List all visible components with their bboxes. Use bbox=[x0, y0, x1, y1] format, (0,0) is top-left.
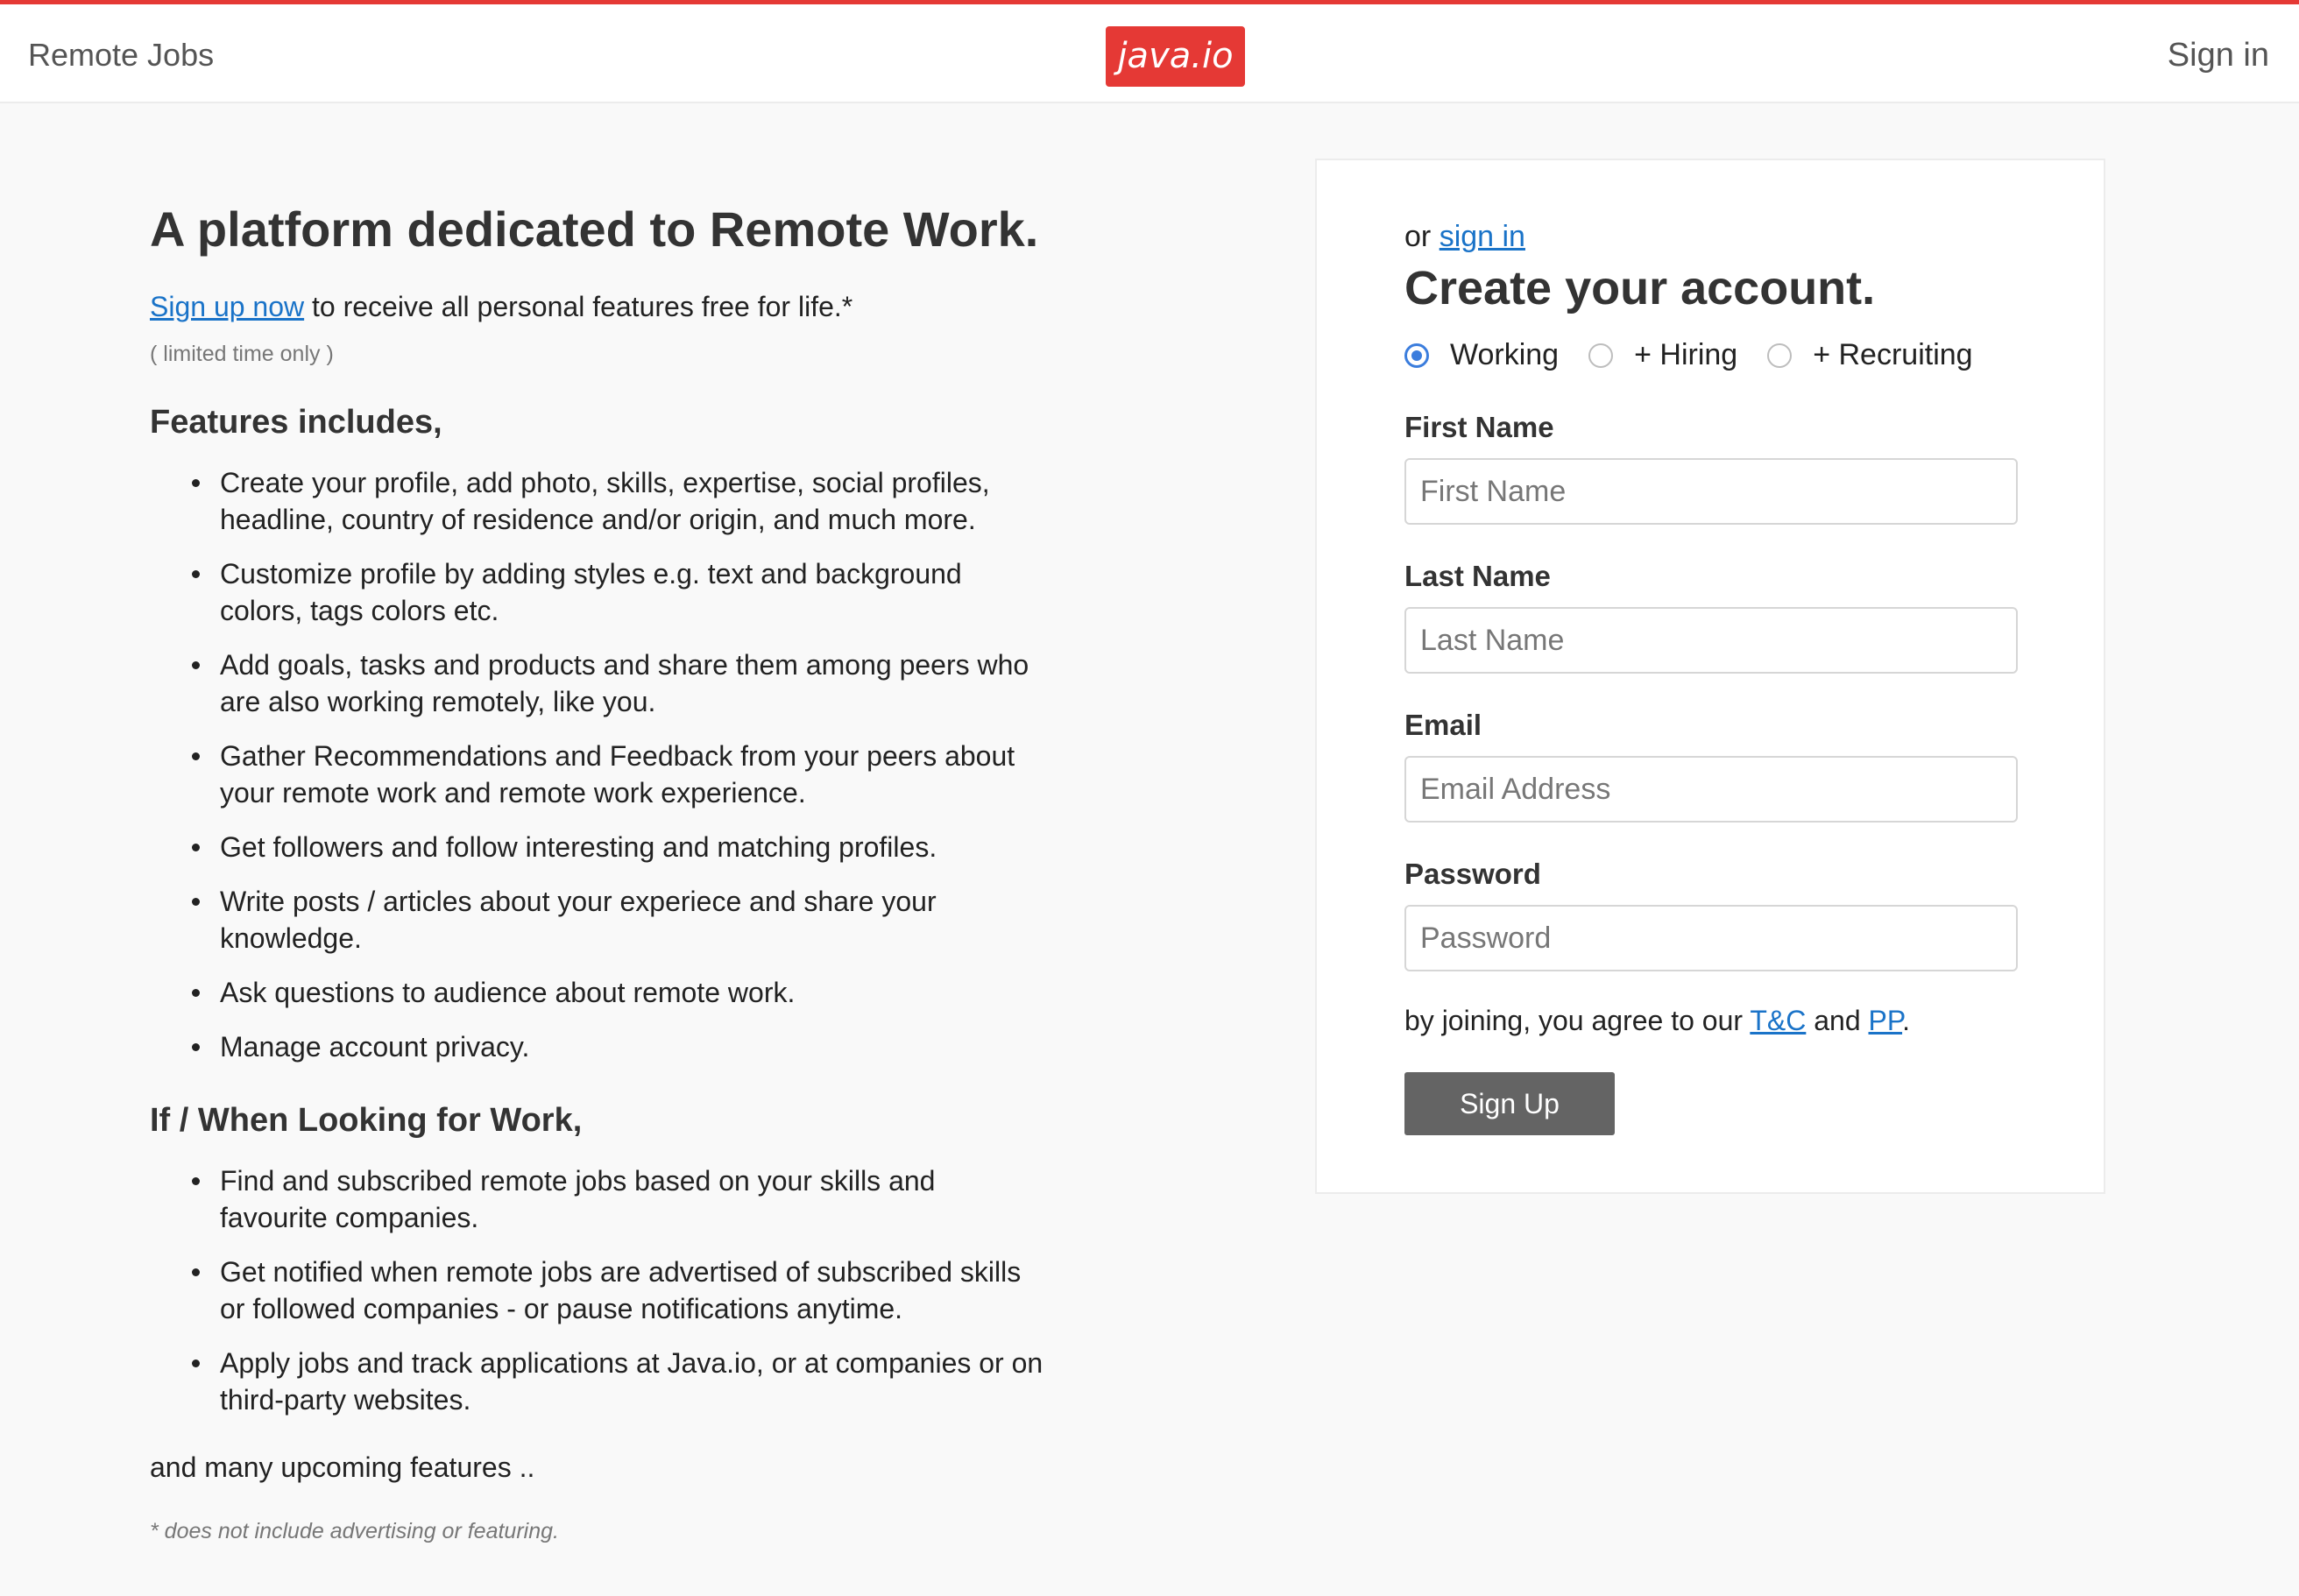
first-name-label: First Name bbox=[1404, 411, 1554, 443]
agree-prefix: by joining, you agree to our bbox=[1404, 1005, 1751, 1036]
feature-item: Manage account privacy. bbox=[220, 1028, 1043, 1065]
features-column bbox=[150, 201, 1043, 1544]
terms-link[interactable]: T&C bbox=[1750, 1005, 1807, 1036]
features-title: Features includes, bbox=[150, 404, 442, 441]
looking-item: Apply jobs and track applications at Java.io, or at companies or on third-party websites. bbox=[220, 1345, 1043, 1418]
radio-working[interactable] bbox=[1404, 343, 1429, 368]
last-name-field[interactable] bbox=[1404, 607, 2018, 674]
terms-agreement bbox=[1404, 1005, 2018, 1037]
signup-form bbox=[1404, 220, 2018, 1135]
feature-item: Customize profile by adding styles e.g. text and background colors, tags colors etc. bbox=[220, 555, 1043, 629]
or-text: or bbox=[1404, 220, 1440, 253]
feature-item: Add goals, tasks and products and share them among peers who are also working remotely, like you. bbox=[220, 646, 1043, 720]
upcoming-features-text: and many upcoming features .. bbox=[150, 1451, 535, 1483]
radio-recruiting[interactable] bbox=[1767, 343, 1792, 368]
top-nav-bar bbox=[0, 0, 2299, 103]
feature-item: Get followers and follow interesting and matching profiles. bbox=[220, 829, 1043, 865]
looking-item: Get notified when remote jobs are advertised of subscribed skills or followed companies - or pause notifications anytime. bbox=[220, 1253, 1043, 1327]
agree-and: and bbox=[1806, 1005, 1869, 1036]
features-list bbox=[150, 464, 1043, 1065]
first-name-field[interactable] bbox=[1404, 458, 2018, 525]
sign-up-now-link[interactable]: Sign up now bbox=[150, 291, 305, 322]
signup-card bbox=[1315, 159, 2105, 1194]
email-label: Email bbox=[1404, 709, 1482, 741]
radio-hiring[interactable] bbox=[1588, 343, 1613, 368]
agree-suffix: . bbox=[1902, 1005, 1910, 1036]
limited-time-note: ( limited time only ) bbox=[150, 342, 334, 366]
sign-up-button[interactable]: Sign Up bbox=[1404, 1072, 1615, 1135]
java-io-logo[interactable]: java.io bbox=[1106, 26, 1245, 87]
page-headline: A platform dedicated to Remote Work. bbox=[150, 201, 1039, 257]
feature-item: Create your profile, add photo, skills, expertise, social profiles, headline, country of residence and/or origin, and much more. bbox=[220, 464, 1043, 538]
role-hiring-label: + Hiring bbox=[1634, 338, 1738, 371]
feature-item: Gather Recommendations and Feedback from your peers about your remote work and remote work experience. bbox=[220, 738, 1043, 811]
feature-item: Write posts / articles about your experiece and share your knowledge. bbox=[220, 883, 1043, 957]
looking-for-work-title: If / When Looking for Work, bbox=[150, 1102, 583, 1139]
or-sign-in-line bbox=[1404, 220, 2018, 254]
intro-text bbox=[150, 289, 1043, 324]
intro-rest: to receive all personal features free for life. bbox=[304, 291, 842, 322]
role-hiring[interactable] bbox=[1588, 338, 1737, 372]
role-working-label: Working bbox=[1450, 338, 1560, 371]
email-field[interactable] bbox=[1404, 756, 2018, 823]
header-sign-in-link[interactable]: Sign in bbox=[2167, 37, 2269, 74]
last-name-label: Last Name bbox=[1404, 560, 1551, 592]
privacy-policy-link[interactable]: PP bbox=[1868, 1005, 1903, 1036]
feature-item: Ask questions to audience about remote work. bbox=[220, 974, 1043, 1011]
role-working[interactable] bbox=[1404, 338, 1559, 372]
role-recruiting[interactable] bbox=[1767, 338, 1972, 372]
looking-item: Find and subscribed remote jobs based on your skills and favourite companies. bbox=[220, 1162, 1043, 1236]
looking-for-work-list bbox=[150, 1162, 1043, 1418]
role-radio-group bbox=[1404, 338, 2018, 372]
footnote: * does not include advertising or featuring. bbox=[150, 1519, 559, 1543]
intro-asterisk: * bbox=[841, 291, 853, 322]
sign-in-link[interactable]: sign in bbox=[1439, 220, 1525, 253]
role-recruiting-label: + Recruiting bbox=[1813, 338, 1973, 371]
password-label: Password bbox=[1404, 858, 1541, 890]
create-account-title: Create your account. bbox=[1404, 262, 1876, 314]
password-field[interactable] bbox=[1404, 905, 2018, 971]
remote-jobs-link[interactable]: Remote Jobs bbox=[28, 37, 215, 73]
